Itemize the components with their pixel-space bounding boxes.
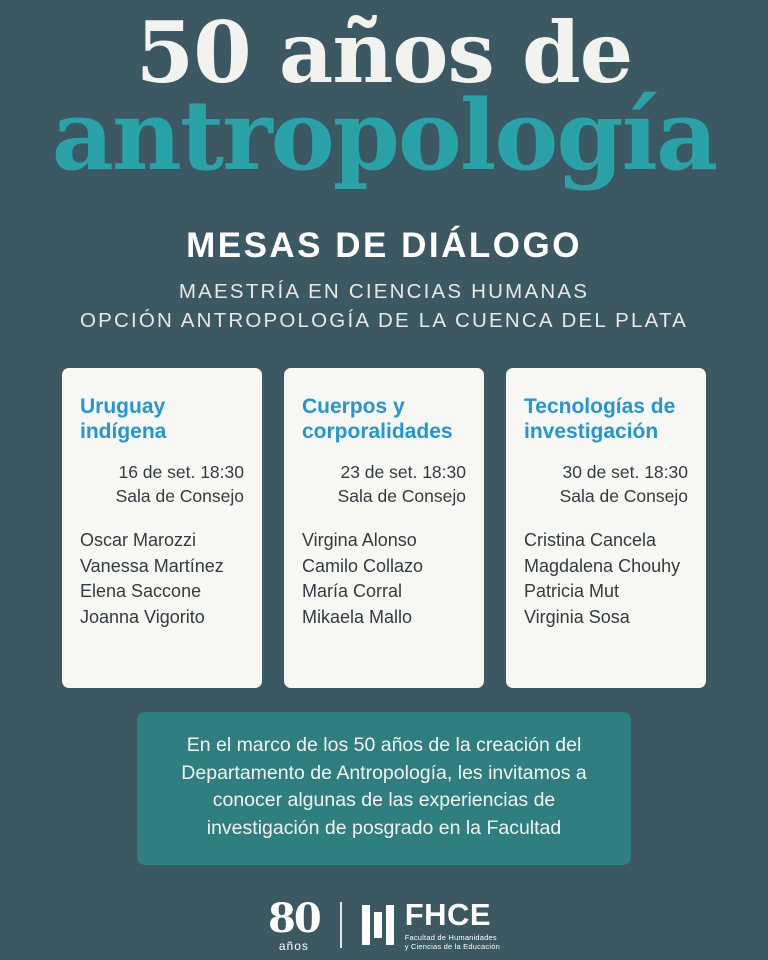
fhce-institution-line-1: Facultad de Humanidades bbox=[404, 932, 497, 942]
session-card bbox=[284, 368, 484, 688]
participant-name: Oscar Marozzi bbox=[80, 530, 197, 551]
session-title: Uruguay indígena bbox=[80, 394, 167, 444]
participant-name: Cristina Cancela bbox=[524, 530, 657, 551]
session-schedule bbox=[302, 461, 466, 508]
participant-name: Magdalena Chouhy bbox=[524, 555, 681, 576]
anniversary-80-logo bbox=[268, 894, 320, 953]
session-participants bbox=[302, 528, 466, 630]
invitation-note: En el marco de los 50 años de la creación del Departamento de Antropología, les invitamos a conocer algunas de las experiencias de investigación de posgrado en la Facultad bbox=[137, 712, 631, 865]
session-venue: Sala de Consejo bbox=[115, 485, 244, 506]
anniversary-word: años bbox=[278, 938, 309, 953]
subtitle-block bbox=[0, 226, 768, 333]
headline-line-1: 50 años de bbox=[135, 3, 633, 102]
footer-logos bbox=[0, 894, 768, 953]
session-venue: Sala de Consejo bbox=[559, 485, 688, 506]
participant-name: Virginia Sosa bbox=[524, 606, 630, 627]
session-participants bbox=[524, 528, 688, 630]
participant-name: Joanna Vigorito bbox=[80, 606, 205, 627]
fhce-wordmark bbox=[404, 896, 500, 952]
participant-name: Elena Saccone bbox=[80, 581, 202, 602]
fhce-mark-icon bbox=[362, 905, 394, 945]
subtitle-line-3: OPCIÓN ANTROPOLOGÍA DE LA CUENCA DEL PLATA bbox=[79, 308, 689, 332]
session-title: Tecnologías de investigación bbox=[524, 394, 676, 444]
session-date: 23 de set. 18:30 bbox=[340, 462, 466, 483]
participant-name: Patricia Mut bbox=[524, 581, 620, 602]
fhce-acronym: FHCE bbox=[404, 896, 492, 932]
session-venue: Sala de Consejo bbox=[337, 485, 466, 506]
session-card bbox=[506, 368, 706, 688]
session-date: 16 de set. 18:30 bbox=[118, 462, 244, 483]
session-cards bbox=[0, 368, 768, 688]
anniversary-number: 80 bbox=[268, 894, 320, 942]
subtitle-line-2: MAESTRÍA EN CIENCIAS HUMANAS bbox=[178, 279, 590, 303]
session-title: Cuerpos y corporalidades bbox=[302, 394, 453, 444]
fhce-institution-line-2: y Ciencias de la Educación bbox=[404, 942, 500, 952]
fhce-logo bbox=[362, 896, 500, 952]
participant-name: María Corral bbox=[302, 581, 403, 602]
subtitle-main: MESAS DE DIÁLOGO bbox=[186, 225, 582, 265]
headline-line-2: antropología bbox=[51, 79, 717, 193]
session-participants bbox=[80, 528, 244, 630]
headline bbox=[0, 0, 768, 193]
session-schedule bbox=[524, 461, 688, 508]
participant-name: Vanessa Martínez bbox=[80, 555, 224, 576]
participant-name: Mikaela Mallo bbox=[302, 606, 413, 627]
session-date: 30 de set. 18:30 bbox=[562, 462, 688, 483]
participant-name: Virgina Alonso bbox=[302, 530, 417, 551]
participant-name: Camilo Collazo bbox=[302, 555, 424, 576]
session-schedule bbox=[80, 461, 244, 508]
logo-divider bbox=[340, 902, 342, 948]
session-card bbox=[62, 368, 262, 688]
